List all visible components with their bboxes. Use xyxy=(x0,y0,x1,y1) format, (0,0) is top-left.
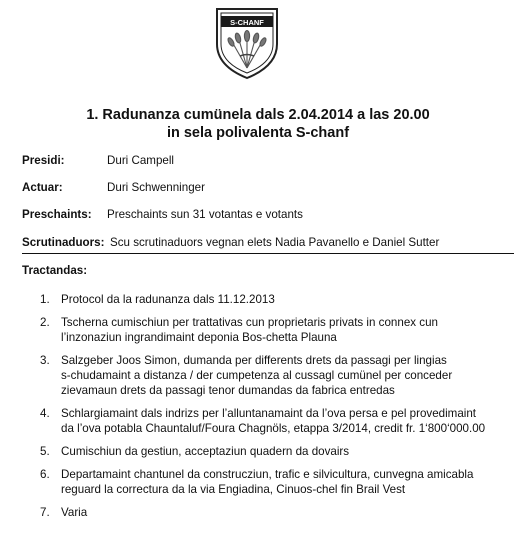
agenda-item xyxy=(40,292,510,307)
meta-label: Actuar: xyxy=(22,181,63,194)
meta-label: Presidi: xyxy=(22,154,65,167)
agenda-text: reguard la correctura da la via Engiadina, Cinuos-chel fin Brail Vest xyxy=(61,483,406,496)
agenda-heading: Tractandas: xyxy=(22,264,88,277)
title-line-1: 1. Radunanza cumünela dals 2.04.2014 a las 20.00 xyxy=(86,107,430,123)
agenda-number: 6. xyxy=(40,468,50,481)
agenda-number: 1. xyxy=(40,293,50,306)
agenda-text: Varia xyxy=(61,506,88,519)
agenda-item xyxy=(40,406,510,436)
meta-value: Preschaints sun 31 votantas e votants xyxy=(107,208,303,221)
agenda-item xyxy=(40,353,510,398)
title-line-2: in sela polivalenta S-chanf xyxy=(166,125,350,141)
meta-value: Duri Schwenninger xyxy=(107,181,205,194)
agenda-item xyxy=(40,315,510,345)
agenda-number: 3. xyxy=(40,354,50,367)
crest-label: S-CHANF xyxy=(230,18,264,27)
agenda-text: Cumischiun da gestiun, acceptaziun quadern da dovairs xyxy=(61,445,350,458)
agenda-item xyxy=(40,467,510,497)
municipal-crest xyxy=(214,6,280,80)
agenda-number: 4. xyxy=(40,407,50,420)
agenda-text: s-chudamaint a distanza / der cumpetenza al cussagl cumünel per conceder xyxy=(61,369,453,382)
agenda-text: zievamaun drets da passagi tenor dumandas da fabrica entredas xyxy=(61,384,395,397)
agenda-list xyxy=(40,292,510,528)
meta-value: Duri Campell xyxy=(107,154,175,167)
agenda-number: 7. xyxy=(40,506,50,519)
agenda-item xyxy=(40,505,510,520)
agenda-text: da l’ova potabla Chauntaluf/Foura Chagnöls, etappa 3/2014, credit fr. 1‘800‘000.00 xyxy=(61,422,486,435)
agenda-text: Salzgeber Joos Simon, dumanda per differents drets da passagi per lingias xyxy=(61,354,447,367)
meta-label: Scrutinaduors: xyxy=(22,236,105,249)
agenda-text: Schlargiamaint dals indrizs per l’alluntanamaint da l’ova persa e pel provedimaint xyxy=(61,407,477,420)
agenda-text: Tscherna cumischiun per trattativas cun proprietaris privats in connex cun xyxy=(61,316,438,329)
agenda-number: 5. xyxy=(40,445,50,458)
meeting-title xyxy=(0,106,516,142)
meta-value: Scu scrutinaduors vegnan elets Nadia Pavanello e Daniel Sutter xyxy=(110,236,440,249)
agenda-text: l’inzonaziun ingrandimaint deponia Bos-chetta Plauna xyxy=(61,331,337,344)
meta-scrutineers xyxy=(22,236,514,254)
agenda-number: 2. xyxy=(40,316,50,329)
agenda-item xyxy=(40,444,510,459)
meta-label: Preschaints: xyxy=(22,208,92,221)
agenda-text: Departamaint chantunel da construcziun, trafic e silvicultura, cunvegna amicabla xyxy=(61,468,474,481)
agenda-text: Protocol da la radunanza dals 11.12.2013 xyxy=(61,293,275,306)
